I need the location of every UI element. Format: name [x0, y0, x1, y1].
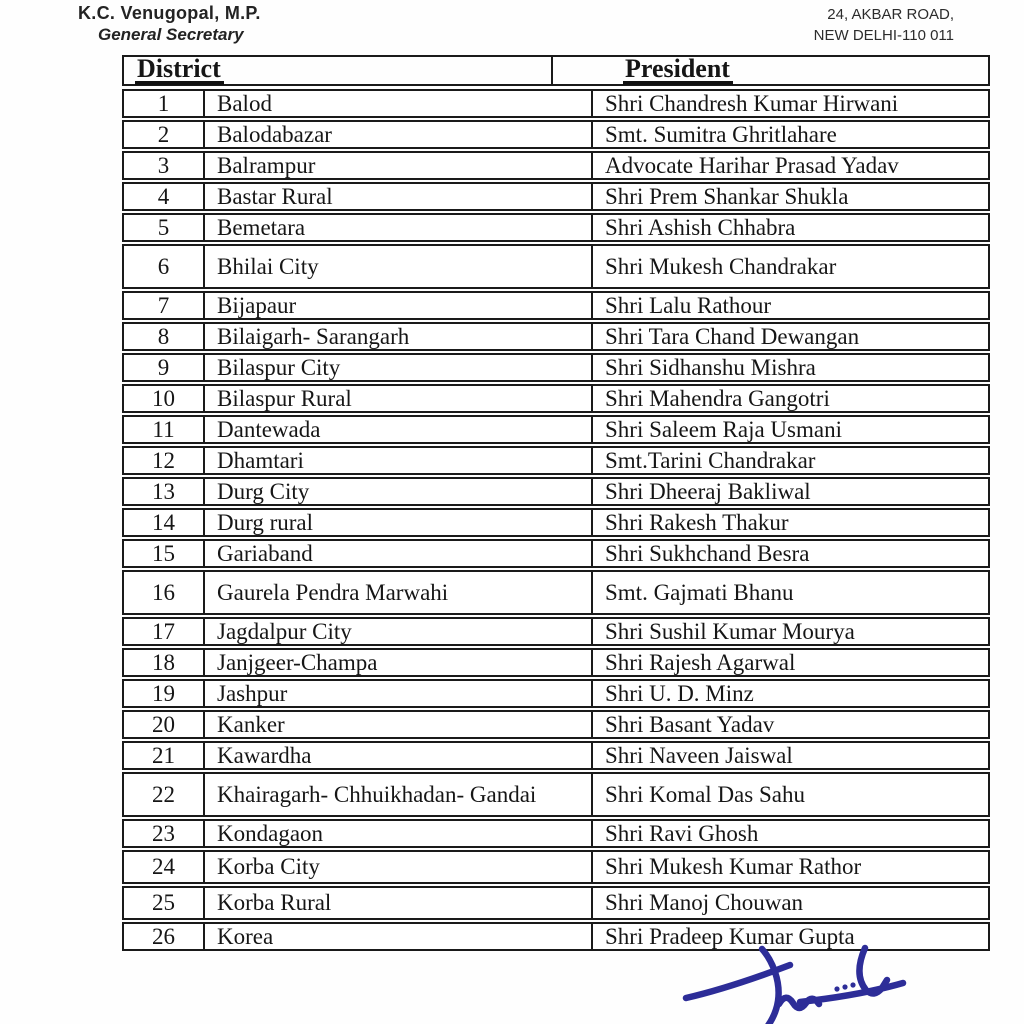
row-number: 20 — [124, 712, 205, 737]
table-row — [122, 772, 990, 817]
district-cell: Balrampur — [205, 153, 593, 178]
row-number: 15 — [124, 541, 205, 566]
row-number: 22 — [124, 774, 205, 815]
president-cell: Shri Dheeraj Bakliwal — [605, 479, 811, 504]
district-cell: Khairagarh- Chhuikhadan- Gandai — [205, 774, 593, 815]
district-cell: Kanker — [205, 712, 593, 737]
district-cell: Kawardha — [205, 743, 593, 768]
letterhead-name: K.C. Venugopal, M.P. — [78, 3, 261, 23]
district-cell: Bastar Rural — [205, 184, 593, 209]
table-body — [122, 89, 990, 951]
president-cell: Smt. Sumitra Ghritlahare — [605, 122, 837, 147]
row-number: 9 — [124, 355, 205, 380]
row-number: 5 — [124, 215, 205, 240]
district-cell: Bilaigarh- Sarangarh — [205, 324, 593, 349]
president-cell: Shri Mahendra Gangotri — [605, 386, 830, 411]
president-cell: Shri Tara Chand Dewangan — [605, 324, 860, 349]
row-number: 3 — [124, 153, 205, 178]
row-number: 16 — [124, 572, 205, 613]
table-row — [122, 570, 990, 615]
president-cell: Shri Rakesh Thakur — [605, 510, 789, 535]
table-row — [122, 617, 990, 646]
table-row — [122, 322, 990, 351]
table-row — [122, 539, 990, 568]
row-number: 11 — [124, 417, 205, 442]
president-cell: Shri Lalu Rathour — [605, 293, 772, 318]
district-cell: Bilaspur City — [205, 355, 593, 380]
table-row — [122, 182, 990, 211]
president-cell: Shri Ravi Ghosh — [605, 821, 759, 846]
row-number: 1 — [124, 91, 205, 116]
district-cell: Bijapaur — [205, 293, 593, 318]
table-header-row — [122, 55, 990, 86]
president-cell: Shri Basant Yadav — [605, 712, 775, 737]
president-cell: Shri Saleem Raja Usmani — [605, 417, 842, 442]
district-cell: Dhamtari — [205, 448, 593, 473]
row-number: 8 — [124, 324, 205, 349]
district-cell: Janjgeer-Champa — [205, 650, 593, 675]
table-row — [122, 477, 990, 506]
table-row — [122, 710, 990, 739]
president-cell: Smt.Tarini Chandrakar — [605, 448, 816, 473]
district-cell: Gariaband — [205, 541, 593, 566]
district-cell: Kondagaon — [205, 821, 593, 846]
district-cell: Jashpur — [205, 681, 593, 706]
table-row — [122, 886, 990, 920]
table-row — [122, 89, 990, 118]
header-president-label: President — [623, 56, 733, 85]
district-cell: Durg rural — [205, 510, 593, 535]
row-number: 10 — [124, 386, 205, 411]
table-row — [122, 446, 990, 475]
header-district-label: District — [135, 56, 224, 85]
signature-scribble — [640, 938, 1024, 1024]
table-row — [122, 741, 990, 770]
president-cell: Shri Rajesh Agarwal — [605, 650, 796, 675]
row-number: 2 — [124, 122, 205, 147]
district-cell: Balod — [205, 91, 593, 116]
table-row — [122, 384, 990, 413]
president-cell: Shri Sushil Kumar Mourya — [605, 619, 855, 644]
letterhead-title: General Secretary — [98, 25, 244, 44]
president-cell: Shri Chandresh Kumar Hirwani — [605, 91, 899, 116]
president-cell: Shri Ashish Chhabra — [605, 215, 796, 240]
table-row — [122, 151, 990, 180]
district-cell: Dantewada — [205, 417, 593, 442]
row-number: 24 — [124, 852, 205, 882]
president-cell: Shri Manoj Chouwan — [605, 890, 804, 915]
row-number: 13 — [124, 479, 205, 504]
district-president-table — [122, 55, 990, 953]
district-cell: Durg City — [205, 479, 593, 504]
district-cell: Korba Rural — [205, 888, 593, 918]
row-number: 7 — [124, 293, 205, 318]
president-cell: Shri Naveen Jaiswal — [605, 743, 793, 768]
district-cell: Jagdalpur City — [205, 619, 593, 644]
district-cell: Bilaspur Rural — [205, 386, 593, 411]
row-number: 26 — [124, 924, 205, 949]
table-row — [122, 648, 990, 677]
row-number: 18 — [124, 650, 205, 675]
row-number: 25 — [124, 888, 205, 918]
row-number: 4 — [124, 184, 205, 209]
table-row — [122, 819, 990, 848]
president-cell: Shri Sidhanshu Mishra — [605, 355, 816, 380]
address-line-1: 24, AKBAR ROAD, — [827, 6, 954, 23]
table-row — [122, 213, 990, 242]
president-cell: Shri Pradeep Kumar Gupta — [605, 924, 855, 949]
district-cell: Korea — [205, 924, 593, 949]
row-number: 6 — [124, 246, 205, 287]
table-row — [122, 679, 990, 708]
table-row — [122, 244, 990, 289]
district-cell: Bemetara — [205, 215, 593, 240]
header-president — [553, 54, 988, 84]
president-cell: Advocate Harihar Prasad Yadav — [605, 153, 899, 178]
president-cell: Shri Sukhchand Besra — [605, 541, 810, 566]
row-number: 23 — [124, 821, 205, 846]
president-cell: Shri Mukesh Chandrakar — [605, 253, 837, 279]
table-row — [122, 415, 990, 444]
president-cell: Shri Prem Shankar Shukla — [605, 184, 849, 209]
header-district — [124, 54, 553, 84]
table-row — [122, 291, 990, 320]
table-row — [122, 850, 990, 884]
district-cell: Gaurela Pendra Marwahi — [205, 572, 593, 613]
table-row — [122, 353, 990, 382]
row-number: 19 — [124, 681, 205, 706]
row-number: 12 — [124, 448, 205, 473]
row-number: 17 — [124, 619, 205, 644]
president-cell: Smt. Gajmati Bhanu — [605, 579, 794, 605]
district-cell: Bhilai City — [205, 246, 593, 287]
row-number: 14 — [124, 510, 205, 535]
president-cell: Shri Komal Das Sahu — [605, 781, 805, 807]
district-cell: Korba City — [205, 852, 593, 882]
table-row — [122, 508, 990, 537]
letterhead-address — [814, 4, 954, 46]
row-number: 21 — [124, 743, 205, 768]
address-line-2: NEW DELHI-110 011 — [813, 27, 954, 44]
president-cell: Shri Mukesh Kumar Rathor — [605, 854, 862, 879]
district-cell: Balodabazar — [205, 122, 593, 147]
president-cell: Shri U. D. Minz — [605, 681, 754, 706]
table-row — [122, 120, 990, 149]
